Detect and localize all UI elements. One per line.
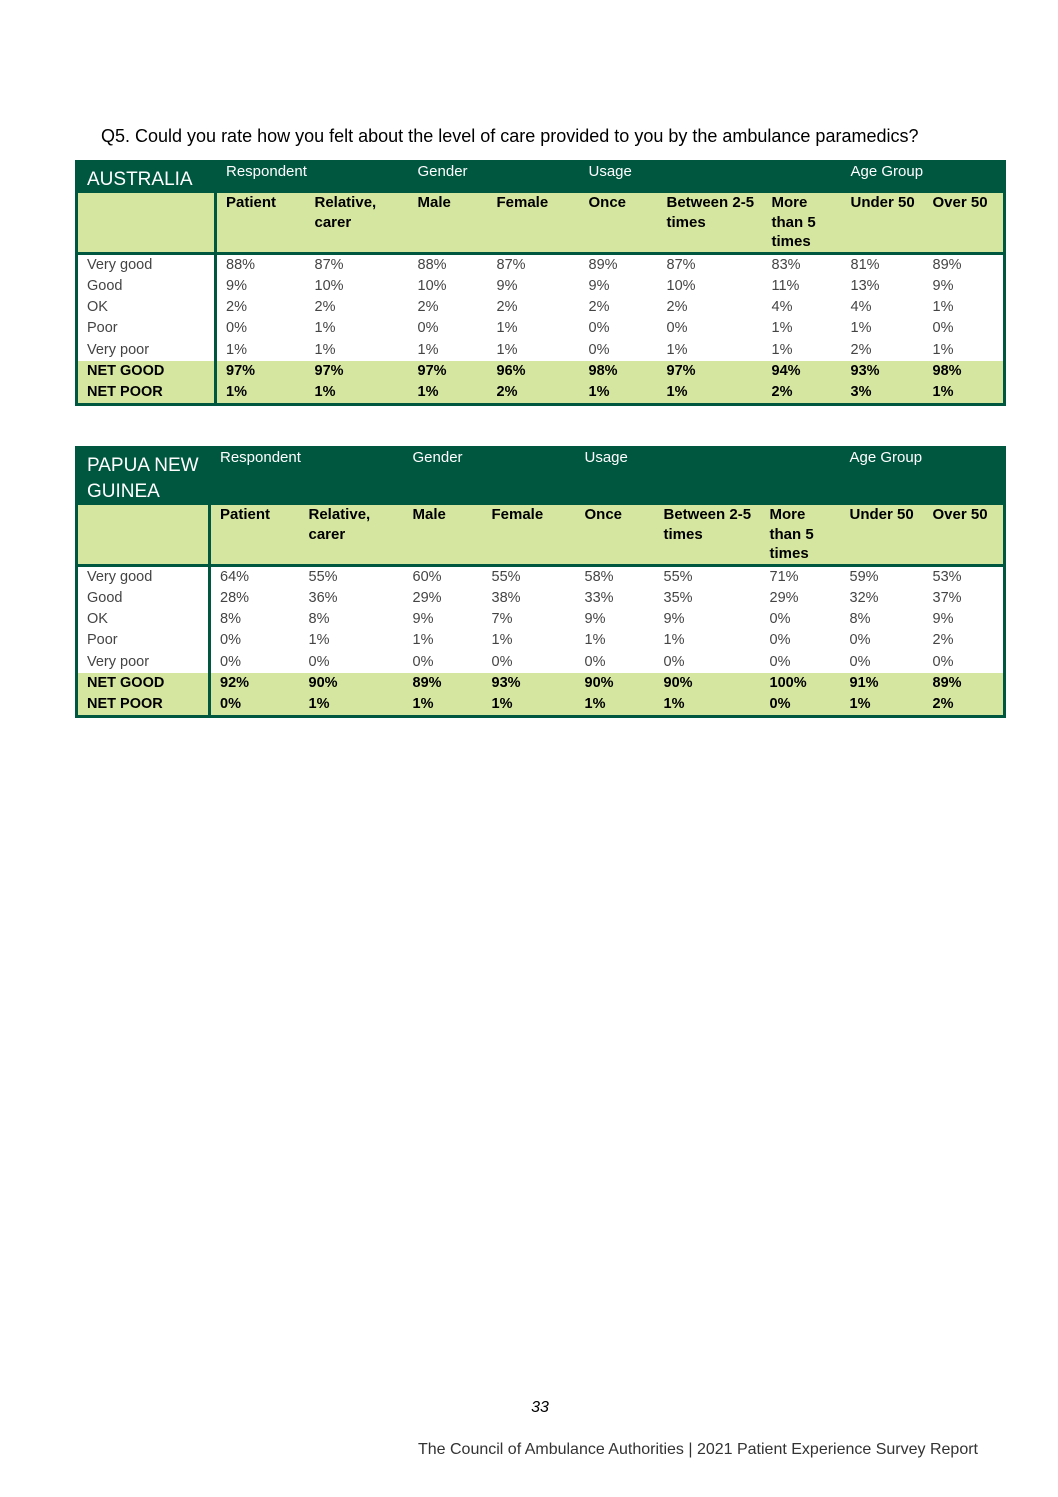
cell-value: 92%: [210, 673, 300, 694]
cell-value: 1%: [409, 382, 488, 405]
cell-value: 38%: [491, 589, 521, 606]
cell-value: 1%: [850, 320, 872, 337]
group-header-row: [77, 448, 1005, 506]
cell-value: 29%: [412, 589, 442, 606]
table-row: [77, 565, 1005, 588]
cell-value: 59%: [849, 568, 879, 585]
cell-value: 2%: [314, 299, 336, 316]
row-label: Very poor: [77, 652, 210, 673]
cell-value: 1%: [483, 694, 576, 717]
cell-value: 1%: [306, 382, 409, 405]
cell-value: 98%: [924, 361, 1005, 382]
cell-value: 89%: [404, 673, 483, 694]
cell-value: 83%: [771, 256, 801, 273]
cell-value: 60%: [412, 568, 442, 585]
column-header: Under 50: [841, 505, 924, 565]
column-header: More than 5 times: [763, 193, 842, 253]
cell-value: 1%: [300, 694, 404, 717]
cell-value: 36%: [308, 589, 338, 606]
cell-value: 33%: [584, 589, 614, 606]
table-row: [77, 609, 1005, 630]
cell-value: 87%: [666, 256, 696, 273]
cell-value: 2%: [850, 341, 872, 358]
group-header: Gender: [409, 162, 488, 194]
cell-value: 10%: [666, 277, 696, 294]
cell-value: 1%: [584, 632, 606, 649]
cell-value: 97%: [409, 361, 488, 382]
table-row: [77, 318, 1005, 339]
row-label: Good: [77, 276, 216, 297]
cell-value: 0%: [588, 341, 610, 358]
column-header-row: [77, 505, 1005, 565]
cell-value: 87%: [314, 256, 344, 273]
row-label: Very poor: [77, 340, 216, 361]
cell-value: 9%: [932, 611, 954, 628]
cell-value: 28%: [220, 589, 250, 606]
cell-value: 1%: [932, 299, 954, 316]
cell-value: 89%: [588, 256, 618, 273]
table-row: [77, 588, 1005, 609]
column-header: Relative, carer: [306, 193, 409, 253]
column-header-row: [77, 193, 1005, 253]
cell-value: 2%: [588, 299, 610, 316]
cell-value: 10%: [314, 277, 344, 294]
cell-value: 88%: [417, 256, 447, 273]
row-label: Good: [77, 588, 210, 609]
cell-value: 4%: [850, 299, 872, 316]
column-header: Once: [576, 505, 655, 565]
group-header-row: [77, 162, 1005, 194]
cell-value: 1%: [771, 341, 793, 358]
cell-value: 2%: [417, 299, 439, 316]
cell-value: 0%: [932, 653, 954, 670]
table-row: [77, 630, 1005, 651]
column-header: Over 50: [924, 505, 1005, 565]
group-header-empty: [658, 162, 763, 194]
cell-value: 97%: [306, 361, 409, 382]
cell-value: 90%: [300, 673, 404, 694]
cell-value: 81%: [850, 256, 880, 273]
cell-value: 13%: [850, 277, 880, 294]
cell-value: 93%: [483, 673, 576, 694]
cell-value: 1%: [658, 382, 763, 405]
cell-value: 1%: [924, 382, 1005, 405]
cell-value: 1%: [417, 341, 439, 358]
cell-value: 58%: [584, 568, 614, 585]
column-header: Patient: [216, 193, 306, 253]
column-header: Female: [488, 193, 580, 253]
cell-value: 2%: [488, 382, 580, 405]
cell-value: 91%: [841, 673, 924, 694]
cell-value: 0%: [588, 320, 610, 337]
row-label: Very good: [77, 253, 216, 276]
cell-value: 71%: [769, 568, 799, 585]
cell-value: 0%: [769, 632, 791, 649]
group-header: Age Group: [842, 162, 924, 194]
cell-value: 9%: [412, 611, 434, 628]
cell-value: 96%: [488, 361, 580, 382]
cell-value: 1%: [663, 632, 685, 649]
cell-value: 2%: [666, 299, 688, 316]
cell-value: 0%: [220, 653, 241, 670]
question-title: Q5. Could you rate how you felt about the level of care provided to you by the ambulance paramedics?: [101, 126, 919, 146]
cell-value: 53%: [932, 568, 962, 585]
cell-value: 0%: [666, 320, 688, 337]
cell-value: 9%: [584, 611, 606, 628]
cell-value: 0%: [308, 653, 330, 670]
group-header-empty: [924, 162, 1005, 194]
table-row: [77, 361, 1005, 382]
table-row: [77, 253, 1005, 276]
cell-value: 97%: [658, 361, 763, 382]
cell-value: 2%: [924, 694, 1005, 717]
cell-value: 1%: [655, 694, 761, 717]
cell-value: 2%: [226, 299, 247, 316]
cell-value: 0%: [491, 653, 513, 670]
region-title: AUSTRALIA: [77, 162, 216, 194]
column-header: More than 5 times: [761, 505, 841, 565]
cell-value: 10%: [417, 277, 447, 294]
cell-value: 1%: [580, 382, 658, 405]
cell-value: 0%: [584, 653, 606, 670]
cell-value: 0%: [663, 653, 685, 670]
column-header: Between 2-5 times: [655, 505, 761, 565]
row-label: NET GOOD: [77, 673, 210, 694]
group-header-empty: [763, 162, 842, 194]
cell-value: 0%: [220, 632, 241, 649]
column-header: Male: [409, 193, 488, 253]
cell-value: 0%: [412, 653, 434, 670]
row-label: NET POOR: [77, 694, 210, 717]
table-row: [77, 694, 1005, 717]
cell-value: 2%: [763, 382, 842, 405]
column-header-empty: [77, 505, 210, 565]
cell-value: 0%: [226, 320, 247, 337]
group-header-empty: [300, 448, 404, 506]
cell-value: 1%: [314, 341, 336, 358]
cell-value: 8%: [849, 611, 871, 628]
row-label: NET POOR: [77, 382, 216, 405]
group-header-empty: [488, 162, 580, 194]
table-row: [77, 276, 1005, 297]
group-header-empty: [924, 448, 1005, 506]
row-label: Very good: [77, 565, 210, 588]
cell-value: 9%: [496, 277, 518, 294]
cell-value: 1%: [771, 320, 793, 337]
cell-value: 1%: [308, 632, 330, 649]
group-header: Respondent: [216, 162, 306, 194]
cell-value: 1%: [216, 382, 306, 405]
cell-value: 93%: [842, 361, 924, 382]
cell-value: 0%: [769, 653, 791, 670]
cell-value: 0%: [769, 611, 791, 628]
group-header-empty: [483, 448, 576, 506]
cell-value: 1%: [496, 341, 518, 358]
cell-value: 87%: [496, 256, 526, 273]
column-header: Once: [580, 193, 658, 253]
cell-value: 64%: [220, 568, 250, 585]
cell-value: 35%: [663, 589, 693, 606]
row-label: OK: [77, 297, 216, 318]
column-header: Patient: [210, 505, 300, 565]
cell-value: 9%: [663, 611, 685, 628]
cell-value: 89%: [932, 256, 962, 273]
region-title: PAPUA NEW GUINEA: [77, 448, 210, 506]
page-number: 33: [531, 1399, 549, 1416]
page-footer: The Council of Ambulance Authorities | 2021 Patient Experience Survey Report: [417, 1441, 978, 1458]
column-header: Female: [483, 505, 576, 565]
row-label: Poor: [77, 630, 210, 651]
group-header: Age Group: [841, 448, 924, 506]
cell-value: 90%: [655, 673, 761, 694]
cell-value: 94%: [763, 361, 842, 382]
cell-value: 8%: [308, 611, 330, 628]
cell-value: 0%: [210, 694, 300, 717]
cell-value: 7%: [491, 611, 513, 628]
cell-value: 0%: [849, 632, 871, 649]
cell-value: 55%: [308, 568, 338, 585]
row-label: Poor: [77, 318, 216, 339]
cell-value: 4%: [771, 299, 793, 316]
group-header-empty: [306, 162, 409, 194]
column-header-empty: [77, 193, 216, 253]
row-label: NET GOOD: [77, 361, 216, 382]
results-table-papua-new-guinea: [75, 446, 1006, 718]
group-header: Usage: [580, 162, 658, 194]
cell-value: 0%: [932, 320, 954, 337]
table-row: [77, 297, 1005, 318]
cell-value: 98%: [580, 361, 658, 382]
group-header: Gender: [404, 448, 483, 506]
cell-value: 0%: [761, 694, 841, 717]
table-row: [77, 652, 1005, 673]
cell-value: 2%: [932, 632, 954, 649]
cell-value: 1%: [491, 632, 513, 649]
cell-value: 1%: [412, 632, 434, 649]
cell-value: 9%: [226, 277, 247, 294]
cell-value: 100%: [761, 673, 841, 694]
row-label: OK: [77, 609, 210, 630]
column-header: Over 50: [924, 193, 1005, 253]
cell-value: 55%: [663, 568, 693, 585]
cell-value: 11%: [771, 277, 800, 294]
column-header: Relative, carer: [300, 505, 404, 565]
group-header: Usage: [576, 448, 655, 506]
cell-value: 88%: [226, 256, 256, 273]
cell-value: 32%: [849, 589, 879, 606]
cell-value: 1%: [576, 694, 655, 717]
cell-value: 9%: [588, 277, 610, 294]
cell-value: 1%: [226, 341, 247, 358]
column-header: Between 2-5 times: [658, 193, 763, 253]
column-header: Under 50: [842, 193, 924, 253]
table-row: [77, 673, 1005, 694]
cell-value: 9%: [932, 277, 954, 294]
cell-value: 89%: [924, 673, 1005, 694]
cell-value: 37%: [932, 589, 962, 606]
cell-value: 1%: [496, 320, 518, 337]
cell-value: 2%: [496, 299, 518, 316]
table-row: [77, 340, 1005, 361]
cell-value: 29%: [769, 589, 799, 606]
results-table-australia: [75, 160, 1006, 406]
column-header: Male: [404, 505, 483, 565]
cell-value: 55%: [491, 568, 521, 585]
cell-value: 97%: [216, 361, 306, 382]
cell-value: 1%: [666, 341, 688, 358]
group-header-empty: [655, 448, 761, 506]
cell-value: 1%: [932, 341, 954, 358]
cell-value: 0%: [417, 320, 439, 337]
cell-value: 1%: [314, 320, 336, 337]
cell-value: 0%: [849, 653, 871, 670]
group-header: Respondent: [210, 448, 300, 506]
cell-value: 90%: [576, 673, 655, 694]
cell-value: 3%: [842, 382, 924, 405]
cell-value: 1%: [404, 694, 483, 717]
cell-value: 8%: [220, 611, 241, 628]
cell-value: 1%: [841, 694, 924, 717]
group-header-empty: [761, 448, 841, 506]
table-row: [77, 382, 1005, 405]
